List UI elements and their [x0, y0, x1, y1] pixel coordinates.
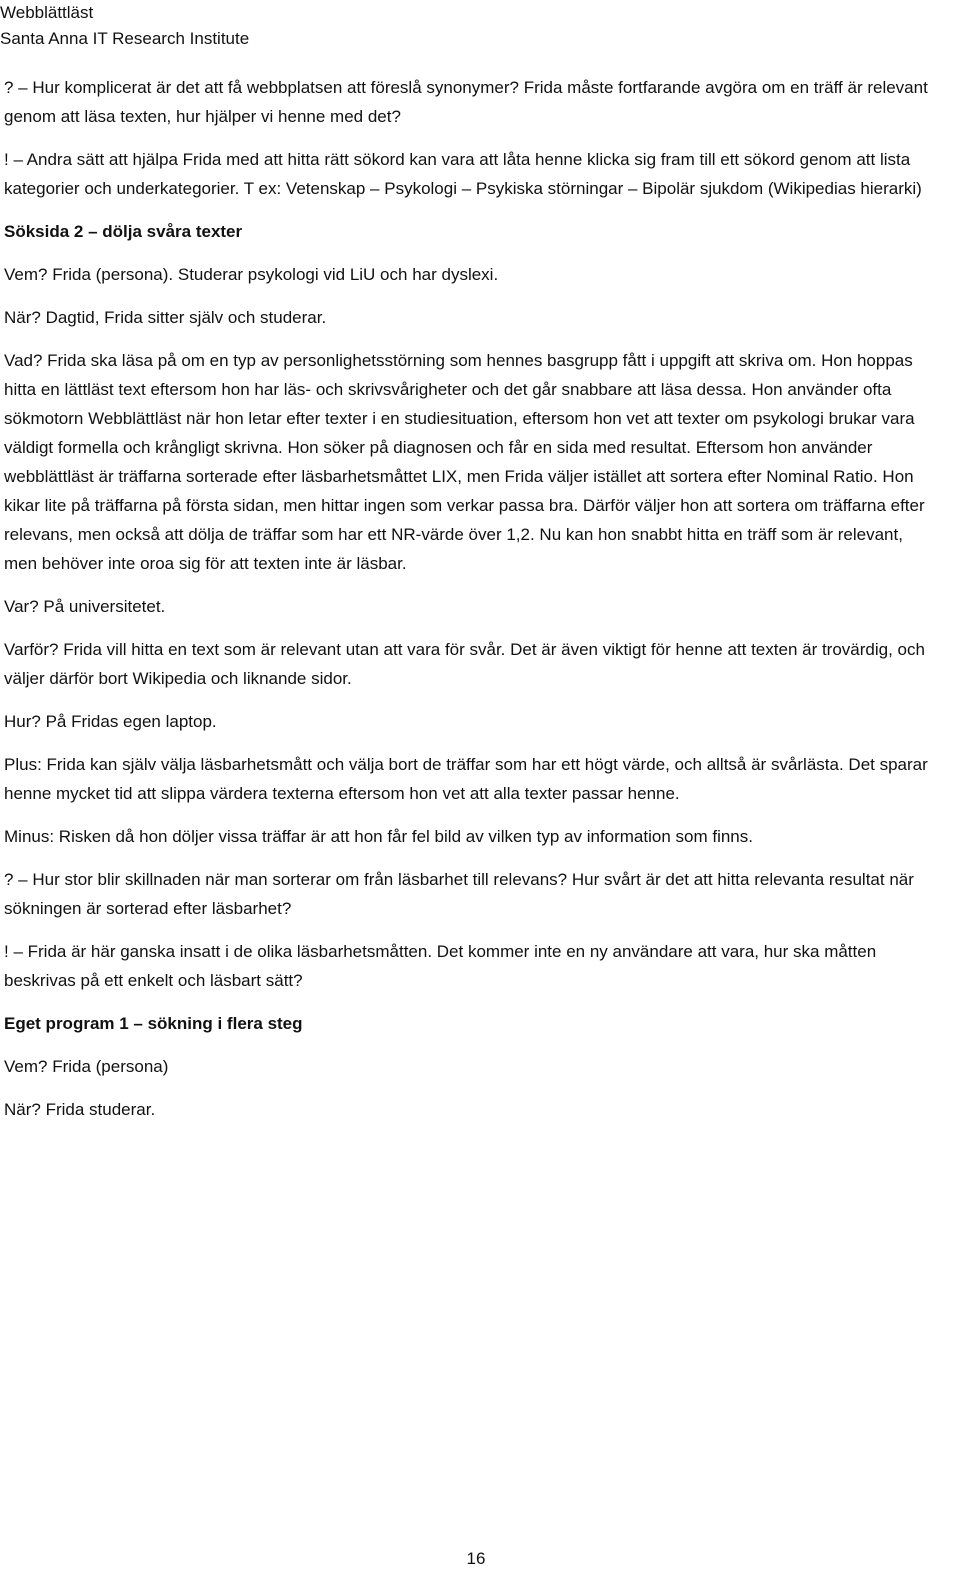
section-heading-soksida-2: Söksida 2 – dölja svåra texter: [4, 222, 243, 241]
paragraph-nar: När? Dagtid, Frida sitter själv och studerar.: [4, 308, 327, 327]
page-number: 16: [466, 1549, 486, 1568]
paragraph-varfor: Varför? Frida vill hitta en text som är relevant utan att vara för svår. Det är även viktigt för henne att texten är trovärdig, och väljer därför bort Wikipedia och liknande sidor.: [4, 640, 925, 688]
header-title: Webblättläst: [0, 3, 94, 22]
paragraph-nar-2: När? Frida studerar.: [4, 1100, 156, 1119]
paragraph-vem-2: Vem? Frida (persona): [4, 1057, 169, 1076]
paragraph-idea-measures: ! – Frida är här ganska insatt i de olika läsbarhetsmåtten. Det kommer inte en ny användare att vara, hur ska måtten beskrivas på ett enkelt och läsbart sätt?: [4, 942, 877, 990]
paragraph-vad: Vad? Frida ska läsa på om en typ av personlighetsstörning som hennes basgrupp fått i uppgift att skriva om. Hon hoppas hitta en lättläst text eftersom hon har läs- och skrivsvårigheter och det går snabbare att läsa dessa. Hon använder ofta sökmotorn Webblättläst när hon letar efter texter i en studiesituation, eftersom hon vet att texter om psykologi brukar vara väldigt formella och krångligt skrivna. Hon söker på diagnosen och får en sida med resultat. Eftersom hon använder webblättläst är träffarna sorterade efter läsbarhetsmåttet LIX, men Frida väljer istället att sortera efter Nominal Ratio. Hon kikar lite på träffarna på första sidan, men hittar ingen som verkar passa bra. Därför väljer hon att sortera om träffarna efter relevans, men också att dölja de träffar som har ett NR-värde över 1,2. Nu kan hon snabbt hitta en träff som är relevant, men behöver inte oroa sig för att texten inte är läsbar.: [4, 351, 925, 573]
paragraph-question-synonyms: ? – Hur komplicerat är det att få webbplatsen att föreslå synonymer? Frida måste fortfarande avgöra om en träff är relevant genom att läsa texten, hur hjälper vi henne med det?: [4, 78, 928, 126]
paragraph-hur: Hur? På Fridas egen laptop.: [4, 712, 217, 731]
paragraph-idea-categories: ! – Andra sätt att hjälpa Frida med att hitta rätt sökord kan vara att låta henne klicka sig fram till ett sökord genom att lista kategorier och underkategorier. T ex: Vetenskap – Psykologi – Psykiska störningar – Bipolär sjukdom (Wikipedias hierarki): [4, 150, 922, 198]
paragraph-question-sorting: ? – Hur stor blir skillnaden när man sorterar om från läsbarhet till relevans? Hur svårt är det att hitta relevanta resultat när sökningen är sorterad efter läsbarhet?: [4, 870, 914, 918]
paragraph-plus: Plus: Frida kan själv välja läsbarhetsmått och välja bort de träffar som har ett högt värde, och alltså är svårlästa. Det sparar henne mycket tid att slippa värdera texterna eftersom hon vet att alla texter passar henne.: [4, 755, 928, 803]
header-institute: Santa Anna IT Research Institute: [0, 29, 250, 48]
paragraph-vem: Vem? Frida (persona). Studerar psykologi vid LiU och har dyslexi.: [4, 265, 499, 284]
document-body: [4, 73, 940, 1124]
page-header: [0, 0, 940, 52]
paragraph-var: Var? På universitetet.: [4, 597, 166, 616]
section-heading-eget-program-1: Eget program 1 – sökning i flera steg: [4, 1014, 303, 1033]
paragraph-minus: Minus: Risken då hon döljer vissa träffar är att hon får fel bild av vilken typ av information som finns.: [4, 827, 753, 846]
